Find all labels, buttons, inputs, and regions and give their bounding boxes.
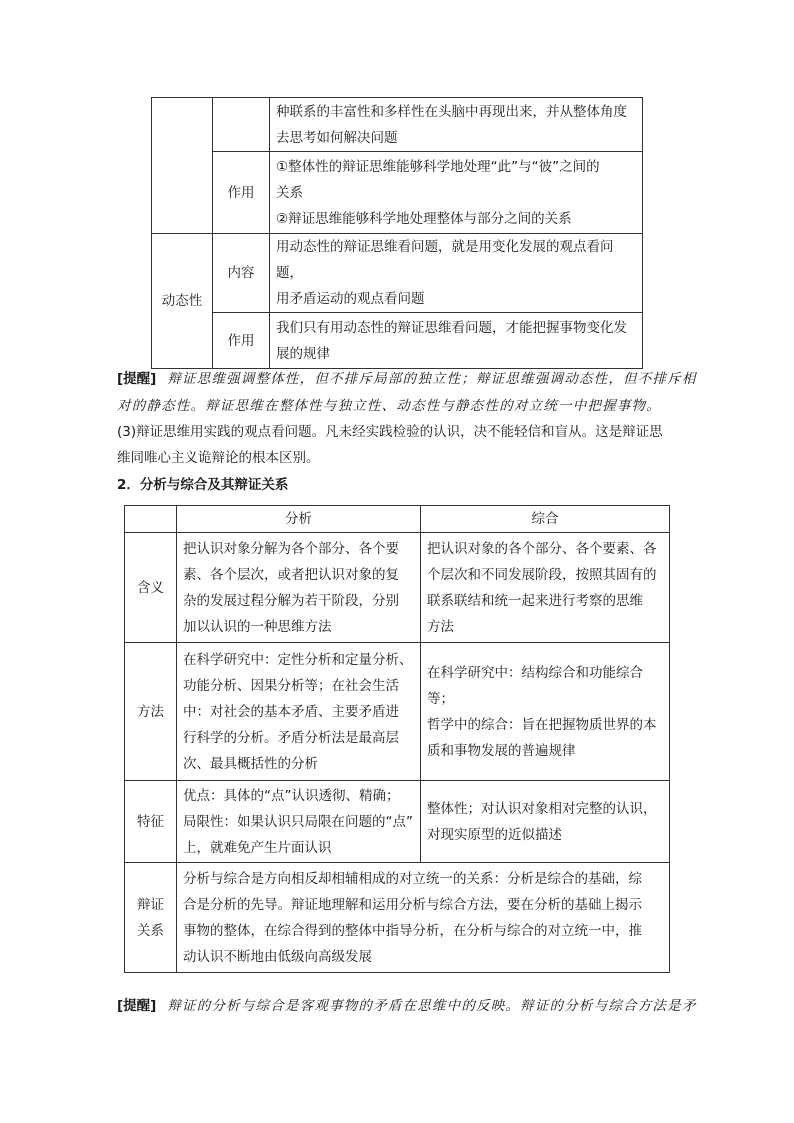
table1-cell-empty [152,98,213,234]
table2-analysis-cell: 把认识对象分解为各个部分、各个要 素、各个层次，或者把认识对象的复 杂的发展过程分解为若干阶段，分别 加以认识的一种思维方法 [177,533,421,643]
table1-row2-content: ①整体性的辩证思维能够科学地处理“此”与“彼”之间的 关系 ②辩证思维能够科学地处理整体与部分之间的关系 [270,152,643,234]
table2-row-label: 特征 [125,781,177,863]
tip2-line1 [117,995,697,1017]
tip2-text-line1: 辩证的分析与综合是客观事物的矛盾在思维中的反映。辩证的分析与综合方法是矛 [167,998,697,1014]
table2-row-label: 方法 [125,643,177,781]
paragraph-3-line2: 维同唯心主义诡辩论的根本区别。 [117,450,320,466]
table-row [152,313,643,369]
tip1-text-line1: 辩证思维强调整体性，但不排斥局部的独立性；辩证思维强调动态性，但不排斥相 [167,371,697,387]
section-heading: 2．分析与综合及其辩证关系 [117,477,289,493]
table1-row4-content: 我们只有用动态性的辩证思维看问题，才能把握事物变化发 展的规律 [270,313,643,369]
table-row [125,643,670,781]
table-analysis-synthesis [124,505,670,973]
tip2-label: [提醒] [117,998,157,1014]
paragraph-3-line1: (3)辩证思维用实践的观点看问题。凡未经实践检验的认识，决不能轻信和盲从。这是辩证思 [117,424,663,440]
table2-row-label: 含义 [125,533,177,643]
table-row [125,533,670,643]
table2-analysis-cell: 在科学研究中：定性分析和定量分析、 功能分析、因果分析等；在社会生活 中：对社会的基本矛盾、主要矛盾进 行科学的分析。矛盾分析法是最高层 次、最具概括性的分析 [177,643,421,781]
table2-header-synthesis: 综合 [421,506,670,533]
table1-row3-content: 用动态性的辩证思维看问题，就是用变化发展的观点看问题， 用矛盾运动的观点看问题 [270,234,643,313]
table2-header-empty [125,506,177,533]
table2-header-analysis: 分析 [177,506,421,533]
table2-synthesis-cell: 把认识对象的各个部分、各个要素、各 个层次和不同发展阶段，按照其固有的 联系联结和统一起来进行考察的思维 方法 [421,533,670,643]
table2-analysis-cell: 优点：具体的“点”认识透彻、精确； 局限性：如果认识只局限在问题的“点” 上，就难免产生片面认识 [177,781,421,863]
table2-relation-content: 分析与综合是方向相反却相辅相成的对立统一的关系：分析是综合的基础，综 合是分析的先导。辩证地理解和运用分析与综合方法，要在分析的基础上揭示 事物的整体，在综合得到的整体中指导分析，在分析与综合的对立统一中，推 动认识不断地由低级向高级发展 [177,863,670,973]
table-header-row [125,506,670,533]
table2-synthesis-cell: 在科学研究中：结构综合和功能综合等； 哲学中的综合：旨在把握物质世界的本 质和事物发展的普遍规律 [421,643,670,781]
tip1-text-line2: 对的静态性。辩证思维在整体性与独立性、动态性与静态性的对立统一中把握事物。 [117,398,661,414]
table-row [125,863,670,973]
table2-relation-label: 辩证 关系 [125,863,177,973]
table-row [152,98,643,152]
table1-row3-label: 内容 [213,234,270,313]
table1-row2-label: 作用 [213,152,270,234]
table-row [152,234,643,313]
table-row [152,152,643,234]
table1-cell-empty [213,98,270,152]
table-integrity-dynamics [151,97,643,369]
tip1-line1 [117,368,697,390]
table1-row1-content: 种联系的丰富性和多样性在头脑中再现出来，并从整体角度 去思考如何解决问题 [270,98,643,152]
tip1-label: [提醒] [117,371,157,387]
table1-group-label: 动态性 [152,234,213,369]
table1-row4-label: 作用 [213,313,270,369]
table-row [125,781,670,863]
table2-synthesis-cell: 整体性；对认识对象相对完整的认识， 对现实原型的近似描述 [421,781,670,863]
